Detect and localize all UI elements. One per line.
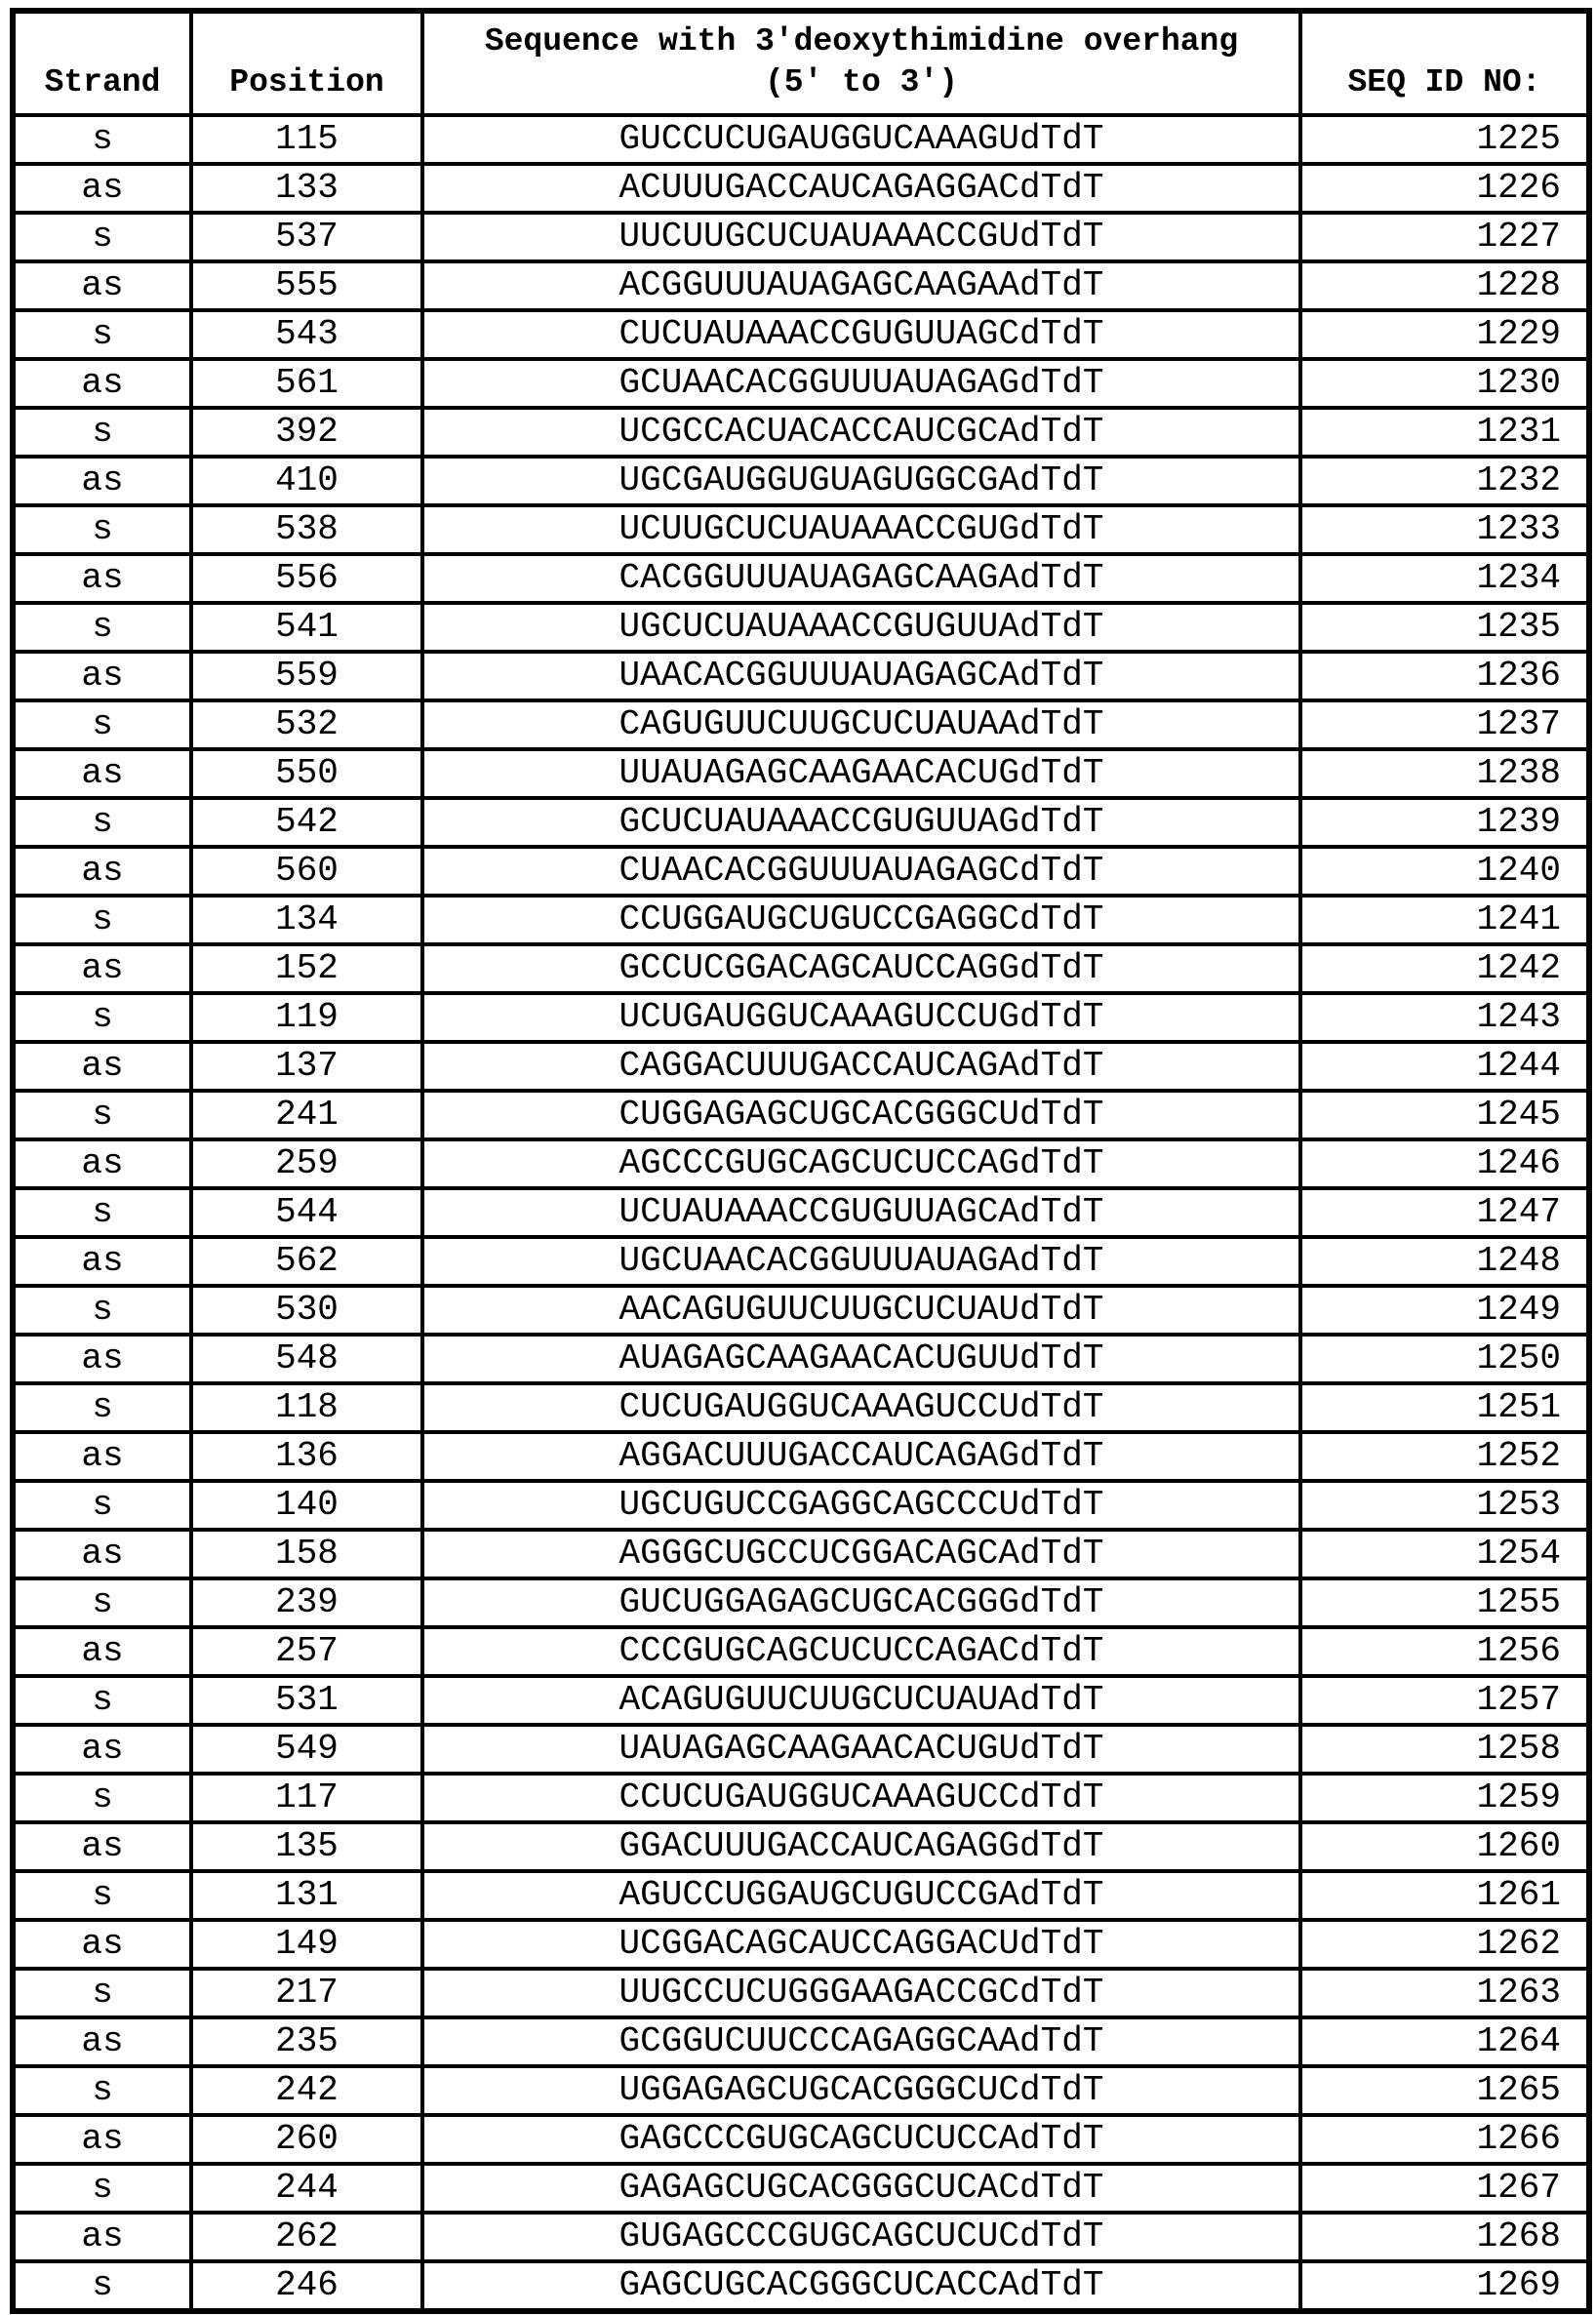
- position-cell: 392: [191, 408, 422, 457]
- seq-id-cell: 1250: [1300, 1335, 1589, 1383]
- sequence-cell: GUCCUCUGAUGGUCAAAGUdTdT: [422, 115, 1300, 164]
- table-row: [13, 652, 1589, 700]
- table-row: [13, 2213, 1589, 2261]
- sequence-cell: GCCUCGGACAGCAUCCAGGdTdT: [422, 944, 1300, 993]
- position-cell: 118: [191, 1383, 422, 1432]
- sequence-cell: UUAUAGAGCAAGAACACUGdTdT: [422, 749, 1300, 798]
- sequence-cell: GGACUUUGACCAUCAGAGGdTdT: [422, 1822, 1300, 1871]
- sequence-cell: UGCGAUGGUGUAGUGGCGAdTdT: [422, 457, 1300, 505]
- position-cell: 133: [191, 164, 422, 213]
- position-cell: 140: [191, 1481, 422, 1530]
- position-cell: 149: [191, 1920, 422, 1969]
- sequence-cell: CUGGAGAGCUGCACGGGCUdTdT: [422, 1091, 1300, 1139]
- sequence-cell: UGCUGUCCGAGGCAGCCCUdTdT: [422, 1481, 1300, 1530]
- sequence-cell: GCUAACACGGUUUAUAGAGdTdT: [422, 359, 1300, 408]
- sequence-cell: UCGGACAGCAUCCAGGACUdTdT: [422, 1920, 1300, 1969]
- strand-cell: s: [13, 1969, 191, 2017]
- table-row: [13, 408, 1589, 457]
- column-header-position: Position: [191, 11, 422, 115]
- seq-id-cell: 1245: [1300, 1091, 1589, 1139]
- strand-cell: as: [13, 2213, 191, 2261]
- strand-cell: as: [13, 457, 191, 505]
- table-row: [13, 1920, 1589, 1969]
- seq-id-cell: 1246: [1300, 1139, 1589, 1188]
- sequence-cell: UAACACGGUUUAUAGAGCAdTdT: [422, 652, 1300, 700]
- position-cell: 556: [191, 554, 422, 603]
- strand-cell: s: [13, 1481, 191, 1530]
- position-cell: 561: [191, 359, 422, 408]
- sequence-cell: UCUGAUGGUCAAAGUCCUGdTdT: [422, 993, 1300, 1042]
- table-row: [13, 359, 1589, 408]
- table-row: [13, 749, 1589, 798]
- strand-cell: as: [13, 1920, 191, 1969]
- position-cell: 235: [191, 2017, 422, 2066]
- seq-id-cell: 1260: [1300, 1822, 1589, 1871]
- table-row: [13, 847, 1589, 896]
- strand-cell: s: [13, 1383, 191, 1432]
- table-row: [13, 1871, 1589, 1920]
- table-row: [13, 1627, 1589, 1676]
- position-cell: 543: [191, 310, 422, 359]
- table-row: [13, 164, 1589, 213]
- seq-id-cell: 1242: [1300, 944, 1589, 993]
- table-row: [13, 213, 1589, 261]
- position-cell: 410: [191, 457, 422, 505]
- seq-id-cell: 1253: [1300, 1481, 1589, 1530]
- sequence-cell: AGGGCUGCCUCGGACAGCAdTdT: [422, 1530, 1300, 1578]
- position-cell: 541: [191, 603, 422, 652]
- sequence-cell: UGCUCUAUAAACCGUGUUAdTdT: [422, 603, 1300, 652]
- strand-cell: as: [13, 749, 191, 798]
- table-row: [13, 1481, 1589, 1530]
- table-row: [13, 2017, 1589, 2066]
- strand-cell: as: [13, 1822, 191, 1871]
- position-cell: 244: [191, 2164, 422, 2213]
- column-header-seq-id-no: SEQ ID NO:: [1300, 11, 1589, 115]
- table-row: [13, 261, 1589, 310]
- position-cell: 260: [191, 2115, 422, 2164]
- position-cell: 562: [191, 1237, 422, 1286]
- table-row: [13, 2066, 1589, 2115]
- table-row: [13, 603, 1589, 652]
- strand-cell: s: [13, 2066, 191, 2115]
- sequence-cell: CCUCUGAUGGUCAAAGUCCdTdT: [422, 1774, 1300, 1822]
- sequence-cell: GAGAGCUGCACGGGCUCACdTdT: [422, 2164, 1300, 2213]
- seq-id-cell: 1263: [1300, 1969, 1589, 2017]
- strand-cell: s: [13, 1091, 191, 1139]
- position-cell: 115: [191, 115, 422, 164]
- position-cell: 542: [191, 798, 422, 847]
- seq-id-cell: 1248: [1300, 1237, 1589, 1286]
- table-row: [13, 1042, 1589, 1091]
- strand-cell: s: [13, 798, 191, 847]
- seq-id-cell: 1237: [1300, 700, 1589, 749]
- table-row: [13, 310, 1589, 359]
- strand-cell: s: [13, 896, 191, 944]
- sequence-cell: UAUAGAGCAAGAACACUGUdTdT: [422, 1725, 1300, 1774]
- seq-id-cell: 1254: [1300, 1530, 1589, 1578]
- seq-id-cell: 1255: [1300, 1578, 1589, 1627]
- table-row: [13, 1091, 1589, 1139]
- position-cell: 242: [191, 2066, 422, 2115]
- position-cell: 530: [191, 1286, 422, 1335]
- sequence-cell: CUCUGAUGGUCAAAGUCCUdTdT: [422, 1383, 1300, 1432]
- position-cell: 217: [191, 1969, 422, 2017]
- sequence-cell: UGCUAACACGGUUUAUAGAdTdT: [422, 1237, 1300, 1286]
- seq-id-cell: 1267: [1300, 2164, 1589, 2213]
- table-row: [13, 700, 1589, 749]
- column-header-sequence-line1: Sequence with 3'deoxythimidine overhang: [484, 23, 1239, 60]
- sequence-cell: GAGCUGCACGGGCUCACCAdTdT: [422, 2261, 1300, 2311]
- seq-id-cell: 1261: [1300, 1871, 1589, 1920]
- table-row: [13, 1774, 1589, 1822]
- seq-id-cell: 1266: [1300, 2115, 1589, 2164]
- strand-cell: as: [13, 1432, 191, 1481]
- sequence-cell: UCUAUAAACCGUGUUAGCAdTdT: [422, 1188, 1300, 1237]
- table-row: [13, 1383, 1589, 1432]
- seq-id-cell: 1233: [1300, 505, 1589, 554]
- seq-id-cell: 1258: [1300, 1725, 1589, 1774]
- position-cell: 259: [191, 1139, 422, 1188]
- position-cell: 532: [191, 700, 422, 749]
- position-cell: 559: [191, 652, 422, 700]
- strand-cell: as: [13, 1627, 191, 1676]
- sequence-cell: AGCCCGUGCAGCUCUCCAGdTdT: [422, 1139, 1300, 1188]
- strand-cell: as: [13, 847, 191, 896]
- strand-cell: as: [13, 554, 191, 603]
- strand-cell: s: [13, 2261, 191, 2311]
- position-cell: 241: [191, 1091, 422, 1139]
- seq-id-cell: 1225: [1300, 115, 1589, 164]
- strand-cell: s: [13, 2164, 191, 2213]
- table-row: [13, 1237, 1589, 1286]
- seq-id-cell: 1236: [1300, 652, 1589, 700]
- position-cell: 531: [191, 1676, 422, 1725]
- table-row: [13, 944, 1589, 993]
- seq-id-cell: 1229: [1300, 310, 1589, 359]
- sequence-cell: CAGUGUUCUUGCUCUAUAAdTdT: [422, 700, 1300, 749]
- strand-cell: as: [13, 164, 191, 213]
- strand-cell: s: [13, 213, 191, 261]
- strand-cell: s: [13, 310, 191, 359]
- strand-cell: as: [13, 652, 191, 700]
- sequence-listing-table: [10, 8, 1592, 2314]
- position-cell: 538: [191, 505, 422, 554]
- strand-cell: as: [13, 1725, 191, 1774]
- sequence-cell: AGUCCUGGAUGCUGUCCGAdTdT: [422, 1871, 1300, 1920]
- seq-id-cell: 1259: [1300, 1774, 1589, 1822]
- sequence-cell: CACGGUUUAUAGAGCAAGAdTdT: [422, 554, 1300, 603]
- strand-cell: s: [13, 505, 191, 554]
- strand-cell: s: [13, 603, 191, 652]
- strand-cell: s: [13, 1774, 191, 1822]
- strand-cell: s: [13, 115, 191, 164]
- seq-id-cell: 1230: [1300, 359, 1589, 408]
- position-cell: 152: [191, 944, 422, 993]
- strand-cell: s: [13, 1871, 191, 1920]
- position-cell: 137: [191, 1042, 422, 1091]
- position-cell: 119: [191, 993, 422, 1042]
- seq-id-cell: 1241: [1300, 896, 1589, 944]
- sequence-cell: CUCUAUAAACCGUGUUAGCdTdT: [422, 310, 1300, 359]
- table-row: [13, 1286, 1589, 1335]
- table-row: [13, 1335, 1589, 1383]
- seq-id-cell: 1226: [1300, 164, 1589, 213]
- position-cell: 135: [191, 1822, 422, 1871]
- sequence-cell: CAGGACUUUGACCAUCAGAdTdT: [422, 1042, 1300, 1091]
- strand-cell: as: [13, 2017, 191, 2066]
- sequence-cell: CCCGUGCAGCUCUCCAGACdTdT: [422, 1627, 1300, 1676]
- sequence-cell: UCGCCACUACACCAUCGCAdTdT: [422, 408, 1300, 457]
- table-row: [13, 2261, 1589, 2311]
- table-row: [13, 115, 1589, 164]
- position-cell: 239: [191, 1578, 422, 1627]
- position-cell: 117: [191, 1774, 422, 1822]
- table-row: [13, 457, 1589, 505]
- strand-cell: s: [13, 1188, 191, 1237]
- sequence-cell: CUAACACGGUUUAUAGAGCdTdT: [422, 847, 1300, 896]
- seq-id-cell: 1247: [1300, 1188, 1589, 1237]
- seq-id-cell: 1234: [1300, 554, 1589, 603]
- sequence-cell: AGGACUUUGACCAUCAGAGdTdT: [422, 1432, 1300, 1481]
- seq-id-cell: 1240: [1300, 847, 1589, 896]
- sequence-cell: ACGGUUUAUAGAGCAAGAAdTdT: [422, 261, 1300, 310]
- position-cell: 549: [191, 1725, 422, 1774]
- position-cell: 257: [191, 1627, 422, 1676]
- sequence-cell: AACAGUGUUCUUGCUCUAUdTdT: [422, 1286, 1300, 1335]
- seq-id-cell: 1228: [1300, 261, 1589, 310]
- seq-id-cell: 1232: [1300, 457, 1589, 505]
- strand-cell: as: [13, 944, 191, 993]
- sequence-cell: GCUCUAUAAACCGUGUUAGdTdT: [422, 798, 1300, 847]
- table-row: [13, 993, 1589, 1042]
- seq-id-cell: 1256: [1300, 1627, 1589, 1676]
- seq-id-cell: 1265: [1300, 2066, 1589, 2115]
- strand-cell: as: [13, 1139, 191, 1188]
- strand-cell: s: [13, 408, 191, 457]
- sequence-cell: GCGGUCUUCCCAGAGGCAAdTdT: [422, 2017, 1300, 2066]
- seq-id-cell: 1262: [1300, 1920, 1589, 1969]
- column-header-strand: Strand: [13, 11, 191, 115]
- strand-cell: as: [13, 1042, 191, 1091]
- table-row: [13, 1969, 1589, 2017]
- sequence-cell: UGGAGAGCUGCACGGGCUCdTdT: [422, 2066, 1300, 2115]
- sequence-cell: GAGCCCGUGCAGCUCUCCAdTdT: [422, 2115, 1300, 2164]
- strand-cell: s: [13, 1676, 191, 1725]
- seq-id-cell: 1244: [1300, 1042, 1589, 1091]
- seq-id-cell: 1268: [1300, 2213, 1589, 2261]
- sequence-cell: GUGAGCCCGUGCAGCUCUCdTdT: [422, 2213, 1300, 2261]
- table-row: [13, 2115, 1589, 2164]
- seq-id-cell: 1269: [1300, 2261, 1589, 2311]
- strand-cell: s: [13, 1286, 191, 1335]
- strand-cell: as: [13, 359, 191, 408]
- header-row: [13, 11, 1589, 115]
- strand-cell: as: [13, 2115, 191, 2164]
- table-row: [13, 1725, 1589, 1774]
- table-row: [13, 1432, 1589, 1481]
- seq-id-cell: 1227: [1300, 213, 1589, 261]
- position-cell: 555: [191, 261, 422, 310]
- position-cell: 548: [191, 1335, 422, 1383]
- table-row: [13, 1188, 1589, 1237]
- strand-cell: s: [13, 1578, 191, 1627]
- seq-id-cell: 1249: [1300, 1286, 1589, 1335]
- seq-id-cell: 1243: [1300, 993, 1589, 1042]
- position-cell: 544: [191, 1188, 422, 1237]
- position-cell: 560: [191, 847, 422, 896]
- position-cell: 134: [191, 896, 422, 944]
- seq-id-cell: 1231: [1300, 408, 1589, 457]
- table-row: [13, 1530, 1589, 1578]
- seq-id-cell: 1251: [1300, 1383, 1589, 1432]
- column-header-sequence-line2: (5' to 3'): [764, 64, 959, 101]
- strand-cell: as: [13, 1530, 191, 1578]
- table-row: [13, 798, 1589, 847]
- position-cell: 262: [191, 2213, 422, 2261]
- strand-cell: as: [13, 1237, 191, 1286]
- strand-cell: as: [13, 1335, 191, 1383]
- table-row: [13, 1822, 1589, 1871]
- sequence-cell: UUCUUGCUCUAUAAACCGUdTdT: [422, 213, 1300, 261]
- table-row: [13, 896, 1589, 944]
- table-row: [13, 2164, 1589, 2213]
- strand-cell: s: [13, 993, 191, 1042]
- table-body: [13, 115, 1589, 2311]
- table-row: [13, 1578, 1589, 1627]
- position-cell: 537: [191, 213, 422, 261]
- seq-id-cell: 1238: [1300, 749, 1589, 798]
- strand-cell: as: [13, 261, 191, 310]
- position-cell: 550: [191, 749, 422, 798]
- sequence-cell: UCUUGCUCUAUAAACCGUGdTdT: [422, 505, 1300, 554]
- position-cell: 131: [191, 1871, 422, 1920]
- seq-id-cell: 1235: [1300, 603, 1589, 652]
- seq-id-cell: 1239: [1300, 798, 1589, 847]
- sequence-cell: CCUGGAUGCUGUCCGAGGCdTdT: [422, 896, 1300, 944]
- position-cell: 136: [191, 1432, 422, 1481]
- table-row: [13, 1676, 1589, 1725]
- sequence-cell: ACAGUGUUCUUGCUCUAUAdTdT: [422, 1676, 1300, 1725]
- position-cell: 158: [191, 1530, 422, 1578]
- column-header-sequence: [422, 11, 1300, 115]
- table-row: [13, 554, 1589, 603]
- seq-id-cell: 1257: [1300, 1676, 1589, 1725]
- seq-id-cell: 1252: [1300, 1432, 1589, 1481]
- strand-cell: s: [13, 700, 191, 749]
- sequence-cell: AUAGAGCAAGAACACUGUUdTdT: [422, 1335, 1300, 1383]
- sequence-cell: ACUUUGACCAUCAGAGGACdTdT: [422, 164, 1300, 213]
- table-row: [13, 1139, 1589, 1188]
- sequence-cell: UUGCCUCUGGGAAGACCGCdTdT: [422, 1969, 1300, 2017]
- sequence-cell: GUCUGGAGAGCUGCACGGGdTdT: [422, 1578, 1300, 1627]
- position-cell: 246: [191, 2261, 422, 2311]
- seq-id-cell: 1264: [1300, 2017, 1589, 2066]
- table-row: [13, 505, 1589, 554]
